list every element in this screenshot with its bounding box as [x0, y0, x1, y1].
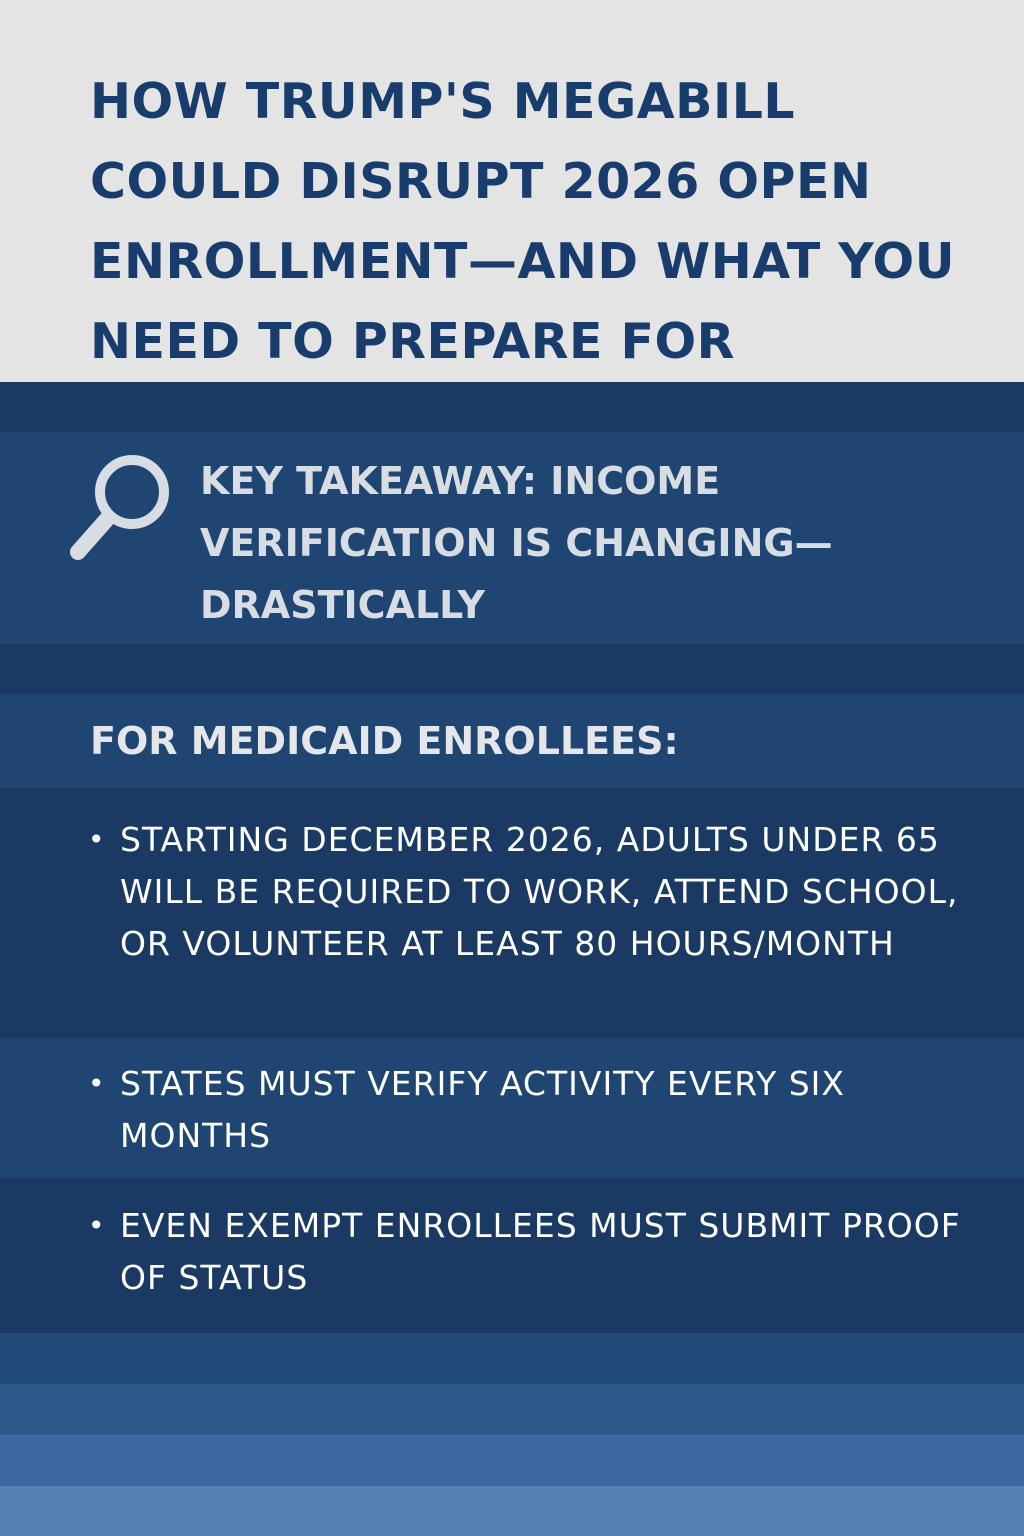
bullet-dot: •: [88, 823, 106, 856]
medicaid-heading: FOR MEDICAID ENROLLEES:: [90, 719, 679, 763]
band-footer-4: [0, 1486, 1024, 1536]
bullet-text: STARTING DECEMBER 2026, ADULTS UNDER 65 WILL BE REQUIRED TO WORK, ATTEND SCHOOL, OR VOLUNTEER AT LEAST 80 HOURS/MONTH: [120, 820, 959, 963]
magnifying-glass-icon: [66, 448, 176, 566]
band-footer-1: [0, 1333, 1024, 1384]
bullet-dot: •: [88, 1209, 106, 1242]
bullet-item-proof-of-status: [88, 1200, 968, 1304]
page-title: HOW TRUMP'S MEGABILL COULD DISRUPT 2026 OPEN ENROLLMENT—AND WHAT YOU NEED TO PREPARE FOR: [90, 73, 955, 370]
band-dark-top: [0, 382, 1024, 432]
band-footer-2: [0, 1384, 1024, 1435]
header-panel: [0, 0, 1024, 382]
bullet-text: STATES MUST VERIFY ACTIVITY EVERY SIX MONTHS: [120, 1064, 846, 1155]
band-footer-3: [0, 1435, 1024, 1486]
bullet-item-verify-activity: [88, 1058, 968, 1162]
bullet-dot: •: [88, 1067, 106, 1100]
bullet-text: EVEN EXEMPT ENROLLEES MUST SUBMIT PROOF OF STATUS: [120, 1206, 961, 1297]
band-dark-separator: [0, 644, 1024, 694]
key-takeaway-text: KEY TAKEAWAY: INCOME VERIFICATION IS CHANGING—DRASTICALLY: [200, 459, 833, 627]
bullet-item-work-requirement: [88, 814, 968, 970]
